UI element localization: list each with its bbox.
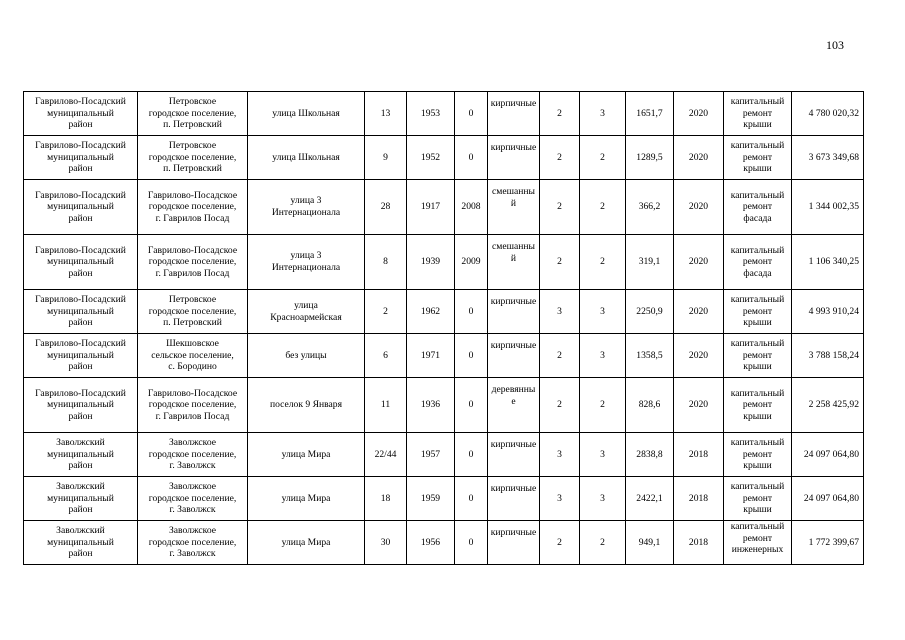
table-row [24, 235, 864, 290]
settlement-cell-line: городское поселение, [148, 305, 237, 317]
area-cell: 1289,5 [626, 136, 674, 180]
settlement-cell-line: п. Петровский [163, 317, 222, 329]
settlement-cell [138, 477, 248, 521]
settlement-cell-line: сельское поселение, [151, 349, 234, 361]
floors-cell: 2 [540, 180, 580, 235]
entrances-cell: 2 [580, 521, 626, 565]
district-cell-line: муниципальный [47, 536, 114, 548]
work-type-cell-line: крыши [743, 119, 772, 131]
district-cell-line: район [68, 119, 93, 131]
year-built-cell: 1953 [407, 92, 455, 136]
work-type-cell-line: фасада [743, 212, 772, 224]
table-row [24, 136, 864, 180]
entrances-cell: 3 [580, 92, 626, 136]
district-cell-line: Гаврилово-Посадский [35, 338, 126, 350]
street-cell [248, 290, 365, 334]
area-cell: 2838,8 [626, 433, 674, 477]
cost-cell: 24 097 064,80 [792, 477, 864, 521]
district-cell-line: Гаврилово-Посадский [35, 244, 126, 256]
district-cell [24, 92, 138, 136]
table-row [24, 433, 864, 477]
district-cell-line: район [68, 317, 93, 329]
year-built-cell: 1962 [407, 290, 455, 334]
wall-material-cell: деревянные [488, 378, 540, 433]
work-type-cell-line: ремонт [742, 151, 773, 163]
year-reconstructed-cell: 0 [455, 433, 488, 477]
street-cell-line: поселок 9 Января [269, 399, 343, 411]
district-cell-line: район [68, 267, 93, 279]
settlement-cell-line: Заволжское [168, 525, 217, 537]
settlement-cell [138, 180, 248, 235]
house-number-cell: 18 [365, 477, 407, 521]
table-row [24, 290, 864, 334]
entrances-cell: 3 [580, 334, 626, 378]
settlement-cell-line: городское поселение, [148, 201, 237, 213]
year-built-cell: 1952 [407, 136, 455, 180]
district-cell [24, 334, 138, 378]
district-cell-line: муниципальный [47, 256, 114, 268]
district-cell [24, 235, 138, 290]
settlement-cell [138, 136, 248, 180]
cost-cell: 1 772 399,67 [792, 521, 864, 565]
work-type-cell-line: крыши [743, 317, 772, 329]
district-cell [24, 180, 138, 235]
table-row [24, 521, 864, 565]
repair-year-cell: 2020 [674, 136, 724, 180]
street-cell [248, 477, 365, 521]
year-built-cell: 1936 [407, 378, 455, 433]
settlement-cell-line: городское поселение, [148, 492, 237, 504]
street-cell-line: улица Мира [281, 492, 331, 504]
street-cell-line: улица 3 [290, 250, 322, 262]
settlement-cell-line: Петровское [168, 294, 217, 306]
floors-cell: 2 [540, 136, 580, 180]
settlement-cell-line: г. Заволжск [169, 460, 216, 472]
settlement-cell-line: Гаврилово-Посадское [147, 189, 238, 201]
work-type-cell-line: крыши [743, 361, 772, 373]
work-type-cell-line: инженерных [731, 544, 784, 556]
cost-cell: 24 097 064,80 [792, 433, 864, 477]
work-type-cell-line: капитальный [730, 521, 785, 532]
entrances-cell: 2 [580, 136, 626, 180]
work-type-cell-line: капитальный [730, 96, 785, 108]
settlement-cell-line: Гаврилово-Посадское [147, 387, 238, 399]
work-type-cell-line: капитальный [730, 244, 785, 256]
settlement-cell [138, 92, 248, 136]
year-built-cell: 1956 [407, 521, 455, 565]
settlement-cell-line: Петровское [168, 96, 217, 108]
repair-year-cell: 2018 [674, 521, 724, 565]
area-cell: 319,1 [626, 235, 674, 290]
year-built-cell: 1939 [407, 235, 455, 290]
house-number-cell: 11 [365, 378, 407, 433]
settlement-cell-line: Шекшовское [166, 338, 219, 350]
entrances-cell: 2 [580, 378, 626, 433]
year-reconstructed-cell: 2008 [455, 180, 488, 235]
area-cell: 1358,5 [626, 334, 674, 378]
settlement-cell-line: городское поселение, [148, 448, 237, 460]
work-type-cell-line: фасада [743, 267, 772, 279]
work-type-cell-line: капитальный [730, 338, 785, 350]
district-cell-line: Гаврилово-Посадский [35, 96, 126, 108]
house-number-cell: 8 [365, 235, 407, 290]
cost-cell: 4 780 020,32 [792, 92, 864, 136]
repair-year-cell: 2020 [674, 334, 724, 378]
work-type-cell-line: капитальный [730, 481, 785, 493]
work-type-cell [724, 136, 792, 180]
year-reconstructed-cell: 0 [455, 378, 488, 433]
work-type-cell-line: ремонт [742, 448, 773, 460]
settlement-cell-line: г. Гаврилов Посад [155, 410, 230, 422]
settlement-cell-line: г. Заволжск [169, 504, 216, 516]
work-type-cell-line: крыши [743, 163, 772, 175]
work-type-cell [724, 334, 792, 378]
district-cell-line: Заволжский [56, 437, 105, 449]
district-cell-line: муниципальный [47, 151, 114, 163]
house-number-cell: 30 [365, 521, 407, 565]
house-number-cell: 9 [365, 136, 407, 180]
street-cell [248, 92, 365, 136]
street-cell-line: Интернационала [271, 207, 341, 218]
table-body [24, 92, 864, 565]
year-built-cell: 1957 [407, 433, 455, 477]
street-cell-line: улица [294, 299, 318, 311]
work-type-cell [724, 180, 792, 235]
settlement-cell-line: г. Заволжск [169, 548, 216, 560]
floors-cell: 2 [540, 334, 580, 378]
district-cell-line: район [68, 504, 93, 516]
repair-year-cell: 2020 [674, 92, 724, 136]
entrances-cell: 3 [580, 290, 626, 334]
work-type-cell-line: ремонт [742, 349, 773, 361]
repair-year-cell: 2020 [674, 378, 724, 433]
district-cell [24, 477, 138, 521]
year-built-cell: 1959 [407, 477, 455, 521]
district-cell-line: Гаврилово-Посадский [35, 294, 126, 306]
district-cell-line: район [68, 460, 93, 472]
work-type-cell-line: капитальный [730, 294, 785, 306]
district-cell [24, 378, 138, 433]
floors-cell: 3 [540, 290, 580, 334]
cost-cell: 4 993 910,24 [792, 290, 864, 334]
floors-cell: 2 [540, 235, 580, 290]
settlement-cell-line: г. Гаврилов Посад [155, 212, 230, 224]
area-cell: 828,6 [626, 378, 674, 433]
page-number: 103 [826, 38, 844, 52]
settlement-cell-line: Петровское [168, 140, 217, 152]
work-type-cell-line: капитальный [730, 140, 785, 152]
wall-material-cell: кирпичные [488, 92, 540, 136]
settlement-cell-line: п. Петровский [163, 119, 222, 131]
year-reconstructed-cell: 0 [455, 334, 488, 378]
district-cell [24, 433, 138, 477]
work-type-cell-line: ремонт [742, 305, 773, 317]
work-type-cell-line: капитальный [730, 387, 785, 399]
table-row [24, 378, 864, 433]
cost-cell: 3 788 158,24 [792, 334, 864, 378]
repair-year-cell: 2020 [674, 290, 724, 334]
cost-cell: 1 106 340,25 [792, 235, 864, 290]
settlement-cell [138, 334, 248, 378]
entrances-cell: 2 [580, 235, 626, 290]
work-type-cell-line: крыши [743, 410, 772, 422]
table-row [24, 477, 864, 521]
entrances-cell: 3 [580, 433, 626, 477]
street-cell-line: улица Мира [281, 448, 331, 460]
year-reconstructed-cell: 0 [455, 521, 488, 565]
street-cell [248, 433, 365, 477]
district-cell-line: Заволжский [56, 481, 105, 493]
floors-cell: 3 [540, 433, 580, 477]
work-type-cell [724, 290, 792, 334]
district-cell-line: район [68, 212, 93, 224]
work-type-cell [724, 92, 792, 136]
settlement-cell [138, 521, 248, 565]
street-cell-line: улица 3 [290, 195, 322, 207]
wall-material-cell: кирпичные [488, 334, 540, 378]
work-type-cell [724, 521, 792, 565]
settlement-cell-line: городское поселение, [148, 151, 237, 163]
street-cell-line: без улицы [285, 349, 327, 361]
district-cell-line: район [68, 410, 93, 422]
year-reconstructed-cell: 0 [455, 477, 488, 521]
table-row [24, 92, 864, 136]
entrances-cell: 3 [580, 477, 626, 521]
work-type-cell [724, 433, 792, 477]
settlement-cell-line: Заволжское [168, 481, 217, 493]
wall-material-cell: кирпичные [488, 290, 540, 334]
work-type-cell-line: капитальный [730, 437, 785, 449]
work-type-cell-line: крыши [743, 504, 772, 516]
floors-cell: 3 [540, 477, 580, 521]
street-cell-line: улица Школьная [272, 151, 340, 163]
entrances-cell: 2 [580, 180, 626, 235]
district-cell [24, 521, 138, 565]
cost-cell: 1 344 002,35 [792, 180, 864, 235]
year-built-cell: 1917 [407, 180, 455, 235]
settlement-cell [138, 290, 248, 334]
street-cell [248, 235, 365, 290]
table-row [24, 180, 864, 235]
repair-year-cell: 2020 [674, 235, 724, 290]
district-cell-line: муниципальный [47, 399, 114, 411]
year-reconstructed-cell: 0 [455, 92, 488, 136]
wall-material-cell: кирпичные [488, 521, 540, 565]
wall-material-cell: кирпичные [488, 477, 540, 521]
work-type-cell-line: ремонт [742, 201, 773, 213]
street-cell [248, 521, 365, 565]
district-cell-line: район [68, 163, 93, 175]
year-reconstructed-cell: 0 [455, 136, 488, 180]
work-type-cell [724, 235, 792, 290]
house-number-cell: 6 [365, 334, 407, 378]
settlement-cell [138, 433, 248, 477]
wall-material-cell: смешанный [488, 180, 540, 235]
area-cell: 2250,9 [626, 290, 674, 334]
work-type-cell-line: ремонт [742, 256, 773, 268]
work-type-cell [724, 477, 792, 521]
floors-cell: 2 [540, 521, 580, 565]
district-cell-line: Гаврилово-Посадский [35, 140, 126, 152]
district-cell-line: муниципальный [47, 349, 114, 361]
street-cell [248, 180, 365, 235]
house-number-cell: 28 [365, 180, 407, 235]
district-cell-line: район [68, 548, 93, 560]
house-number-cell: 2 [365, 290, 407, 334]
table-row [24, 334, 864, 378]
street-cell-line: улица Школьная [272, 107, 340, 119]
repair-year-cell: 2018 [674, 477, 724, 521]
repair-year-cell: 2018 [674, 433, 724, 477]
area-cell: 2422,1 [626, 477, 674, 521]
work-type-cell [724, 378, 792, 433]
settlement-cell-line: Гаврилово-Посадское [147, 244, 238, 256]
street-cell [248, 334, 365, 378]
year-reconstructed-cell: 0 [455, 290, 488, 334]
work-type-cell-line: капитальный [730, 189, 785, 201]
work-type-cell-line: ремонт [742, 399, 773, 411]
floors-cell: 2 [540, 378, 580, 433]
settlement-cell-line: городское поселение, [148, 536, 237, 548]
wall-material-cell: смешанный [488, 235, 540, 290]
repair-year-cell: 2020 [674, 180, 724, 235]
street-cell-line: Красноармейская [270, 311, 342, 323]
settlement-cell-line: городское поселение, [148, 399, 237, 411]
work-type-cell-line: ремонт [742, 532, 773, 544]
district-cell [24, 136, 138, 180]
district-cell-line: Гаврилово-Посадский [35, 189, 126, 201]
area-cell: 366,2 [626, 180, 674, 235]
settlement-cell-line: г. Гаврилов Посад [155, 267, 230, 279]
settlement-cell-line: городское поселение, [148, 107, 237, 119]
district-cell-line: Гаврилово-Посадский [35, 387, 126, 399]
work-type-cell-line: крыши [743, 460, 772, 472]
street-cell-line: улица Мира [281, 536, 331, 548]
cost-cell: 2 258 425,92 [792, 378, 864, 433]
work-type-cell-line: ремонт [742, 107, 773, 119]
area-cell: 1651,7 [626, 92, 674, 136]
wall-material-cell: кирпичные [488, 433, 540, 477]
district-cell-line: муниципальный [47, 201, 114, 213]
district-cell-line: муниципальный [47, 107, 114, 119]
district-cell-line: район [68, 361, 93, 373]
year-built-cell: 1971 [407, 334, 455, 378]
district-cell-line: муниципальный [47, 492, 114, 504]
house-number-cell: 13 [365, 92, 407, 136]
wall-material-cell: кирпичные [488, 136, 540, 180]
repair-program-table [23, 91, 864, 565]
district-cell-line: Заволжский [56, 525, 105, 537]
house-number-cell: 22/44 [365, 433, 407, 477]
work-type-cell-line: ремонт [742, 492, 773, 504]
street-cell-line: Интернационала [271, 262, 341, 273]
area-cell: 949,1 [626, 521, 674, 565]
year-reconstructed-cell: 2009 [455, 235, 488, 290]
street-cell [248, 378, 365, 433]
cost-cell: 3 673 349,68 [792, 136, 864, 180]
settlement-cell-line: Заволжское [168, 437, 217, 449]
settlement-cell-line: с. Бородино [168, 361, 217, 373]
district-cell-line: муниципальный [47, 305, 114, 317]
street-cell [248, 136, 365, 180]
settlement-cell-line: городское поселение, [148, 256, 237, 268]
floors-cell: 2 [540, 92, 580, 136]
settlement-cell [138, 235, 248, 290]
settlement-cell-line: п. Петровский [163, 163, 222, 175]
district-cell-line: муниципальный [47, 448, 114, 460]
district-cell [24, 290, 138, 334]
settlement-cell [138, 378, 248, 433]
